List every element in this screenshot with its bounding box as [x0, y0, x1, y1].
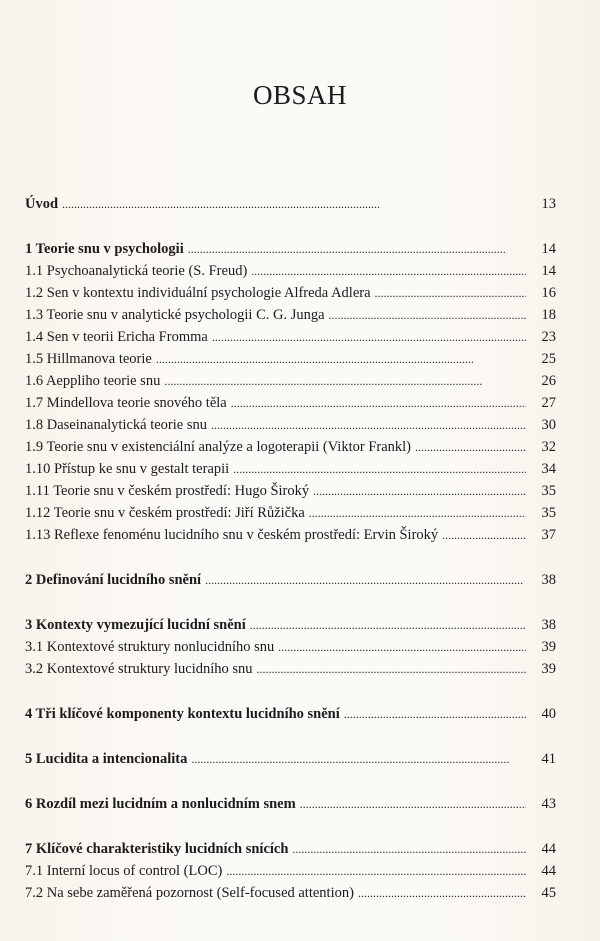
toc-dot-leader	[211, 414, 526, 436]
toc-section-entry	[25, 392, 556, 414]
toc-page-number: 44	[541, 841, 556, 857]
toc-page-number: 26	[541, 373, 556, 389]
toc-page-number: 25	[541, 351, 556, 367]
toc-entry-label: Úvod	[25, 196, 59, 212]
toc-section-entry	[25, 282, 556, 304]
toc-entry-label: 1.9 Teorie snu v existenciální analýze a logoterapii (Viktor Frankl)	[25, 439, 412, 455]
toc-page-number: 41	[541, 751, 556, 767]
toc-entry-label: 1.7 Mindellova teorie snového těla	[25, 395, 227, 411]
toc-entry-label: 7 Klíčové charakteristiky lucidních snících	[25, 841, 289, 857]
toc-entry-label: 1.5 Hillmanova teorie	[25, 351, 152, 367]
toc-dot-leader	[309, 502, 526, 524]
toc-page-number: 30	[541, 417, 556, 433]
toc-page-number: 43	[541, 796, 556, 812]
toc-entry-label: 3.2 Kontextové struktury lucidního snu	[25, 661, 253, 677]
toc-section-entry	[25, 480, 556, 502]
toc-dot-leader	[251, 260, 526, 282]
toc-section-entry	[25, 348, 556, 370]
toc-dot-leader	[62, 193, 526, 215]
toc-entry-label: 3 Kontexty vymezující lucidní snění	[25, 617, 246, 633]
toc-entry-label: 1 Teorie snu v psychologii	[25, 241, 184, 257]
toc-dot-leader	[231, 392, 526, 414]
toc-entry-label: 7.1 Interní locus of control (LOC)	[25, 863, 223, 879]
toc-dot-leader	[156, 348, 526, 370]
toc-dot-leader	[344, 703, 526, 725]
toc-dot-leader	[278, 636, 526, 658]
toc-chapter-entry	[25, 238, 556, 260]
toc-dot-leader	[205, 569, 526, 591]
toc-entry-label: 1.1 Psychoanalytická teorie (S. Freud)	[25, 263, 248, 279]
toc-section-entry	[25, 436, 556, 458]
toc-entry-label: 1.4 Sen v teorii Ericha Fromma	[25, 329, 208, 345]
toc-entry-label: 2 Definování lucidního snění	[25, 572, 202, 588]
toc-section-entry	[25, 658, 556, 680]
toc-page-number: 13	[541, 196, 556, 212]
toc-page-number: 37	[541, 527, 556, 543]
toc-entry-label: 1.2 Sen v kontextu individuální psychologie Alfreda Adlera	[25, 285, 371, 301]
toc-section-entry	[25, 370, 556, 392]
toc-dot-leader	[292, 838, 526, 860]
toc-entry-label: 1.13 Reflexe fenoménu lucidního snu v českém prostředí: Ervin Široký	[25, 527, 439, 543]
toc-page-number: 39	[541, 639, 556, 655]
toc-section-entry	[25, 414, 556, 436]
toc-page-number: 38	[541, 617, 556, 633]
toc-dot-leader	[442, 524, 526, 546]
toc-entry-label: 7.2 Na sebe zaměřená pozornost (Self-focused attention)	[25, 885, 354, 901]
toc-chapter-entry	[25, 793, 556, 815]
toc-entry-label: 1.8 Daseinanalytická teorie snu	[25, 417, 207, 433]
toc-section-entry	[25, 458, 556, 480]
toc-dot-leader	[226, 860, 526, 882]
toc-entry-label: 1.12 Teorie snu v českém prostředí: Jiří Růžička	[25, 505, 305, 521]
toc-dot-leader	[358, 882, 526, 904]
toc-section-entry	[25, 860, 556, 882]
toc-entry-label: 4 Tři klíčové komponenty kontextu lucidního snění	[25, 706, 340, 722]
toc-section-entry	[25, 524, 556, 546]
toc-page-number: 45	[541, 885, 556, 901]
table-of-contents	[25, 193, 556, 904]
toc-section-entry	[25, 260, 556, 282]
toc-dot-leader	[191, 748, 526, 770]
toc-entry-label: 3.1 Kontextové struktury nonlucidního snu	[25, 639, 275, 655]
toc-entry-label: 1.6 Aeppliho teorie snu	[25, 373, 161, 389]
toc-dot-leader	[188, 238, 526, 260]
toc-section-entry	[25, 304, 556, 326]
toc-dot-leader	[250, 614, 526, 636]
toc-dot-leader	[233, 458, 526, 480]
toc-chapter-entry	[25, 193, 556, 215]
toc-dot-leader	[415, 436, 526, 458]
toc-page-number: 14	[541, 241, 556, 257]
toc-section-entry	[25, 882, 556, 904]
toc-spacer	[25, 546, 556, 569]
toc-dot-leader	[164, 370, 526, 392]
toc-section-entry	[25, 326, 556, 348]
toc-page-number: 40	[541, 706, 556, 722]
toc-section-entry	[25, 636, 556, 658]
toc-chapter-entry	[25, 838, 556, 860]
toc-chapter-entry	[25, 703, 556, 725]
toc-dot-leader	[375, 282, 526, 304]
toc-spacer	[25, 770, 556, 793]
toc-chapter-entry	[25, 569, 556, 591]
toc-page-number: 23	[541, 329, 556, 345]
toc-page-number: 39	[541, 661, 556, 677]
toc-page-number: 27	[541, 395, 556, 411]
toc-entry-label: 1.10 Přístup ke snu v gestalt terapii	[25, 461, 230, 477]
toc-spacer	[25, 215, 556, 238]
toc-dot-leader	[300, 793, 526, 815]
toc-page-number: 34	[541, 461, 556, 477]
toc-page-number: 16	[541, 285, 556, 301]
toc-page-number: 18	[541, 307, 556, 323]
toc-page-number: 35	[541, 483, 556, 499]
toc-entry-label: 5 Lucidita a intencionalita	[25, 751, 188, 767]
toc-page-number: 32	[541, 439, 556, 455]
toc-spacer	[25, 591, 556, 614]
toc-page-number: 44	[541, 863, 556, 879]
page-title: OBSAH	[252, 80, 348, 111]
toc-dot-leader	[313, 480, 526, 502]
toc-spacer	[25, 680, 556, 703]
toc-chapter-entry	[25, 748, 556, 770]
toc-dot-leader	[257, 658, 526, 680]
toc-entry-label: 6 Rozdíl mezi lucidním a nonlucidním snem	[25, 796, 296, 812]
toc-page-number: 35	[541, 505, 556, 521]
toc-section-entry	[25, 502, 556, 524]
toc-entry-label: 1.3 Teorie snu v analytické psychologii C. G. Junga	[25, 307, 325, 323]
toc-dot-leader	[329, 304, 526, 326]
toc-spacer	[25, 725, 556, 748]
toc-dot-leader	[212, 326, 526, 348]
toc-entry-label: 1.11 Teorie snu v českém prostředí: Hugo Široký	[25, 483, 310, 499]
toc-spacer	[25, 815, 556, 838]
toc-page-number: 38	[541, 572, 556, 588]
toc-page-number: 14	[541, 263, 556, 279]
toc-chapter-entry	[25, 614, 556, 636]
